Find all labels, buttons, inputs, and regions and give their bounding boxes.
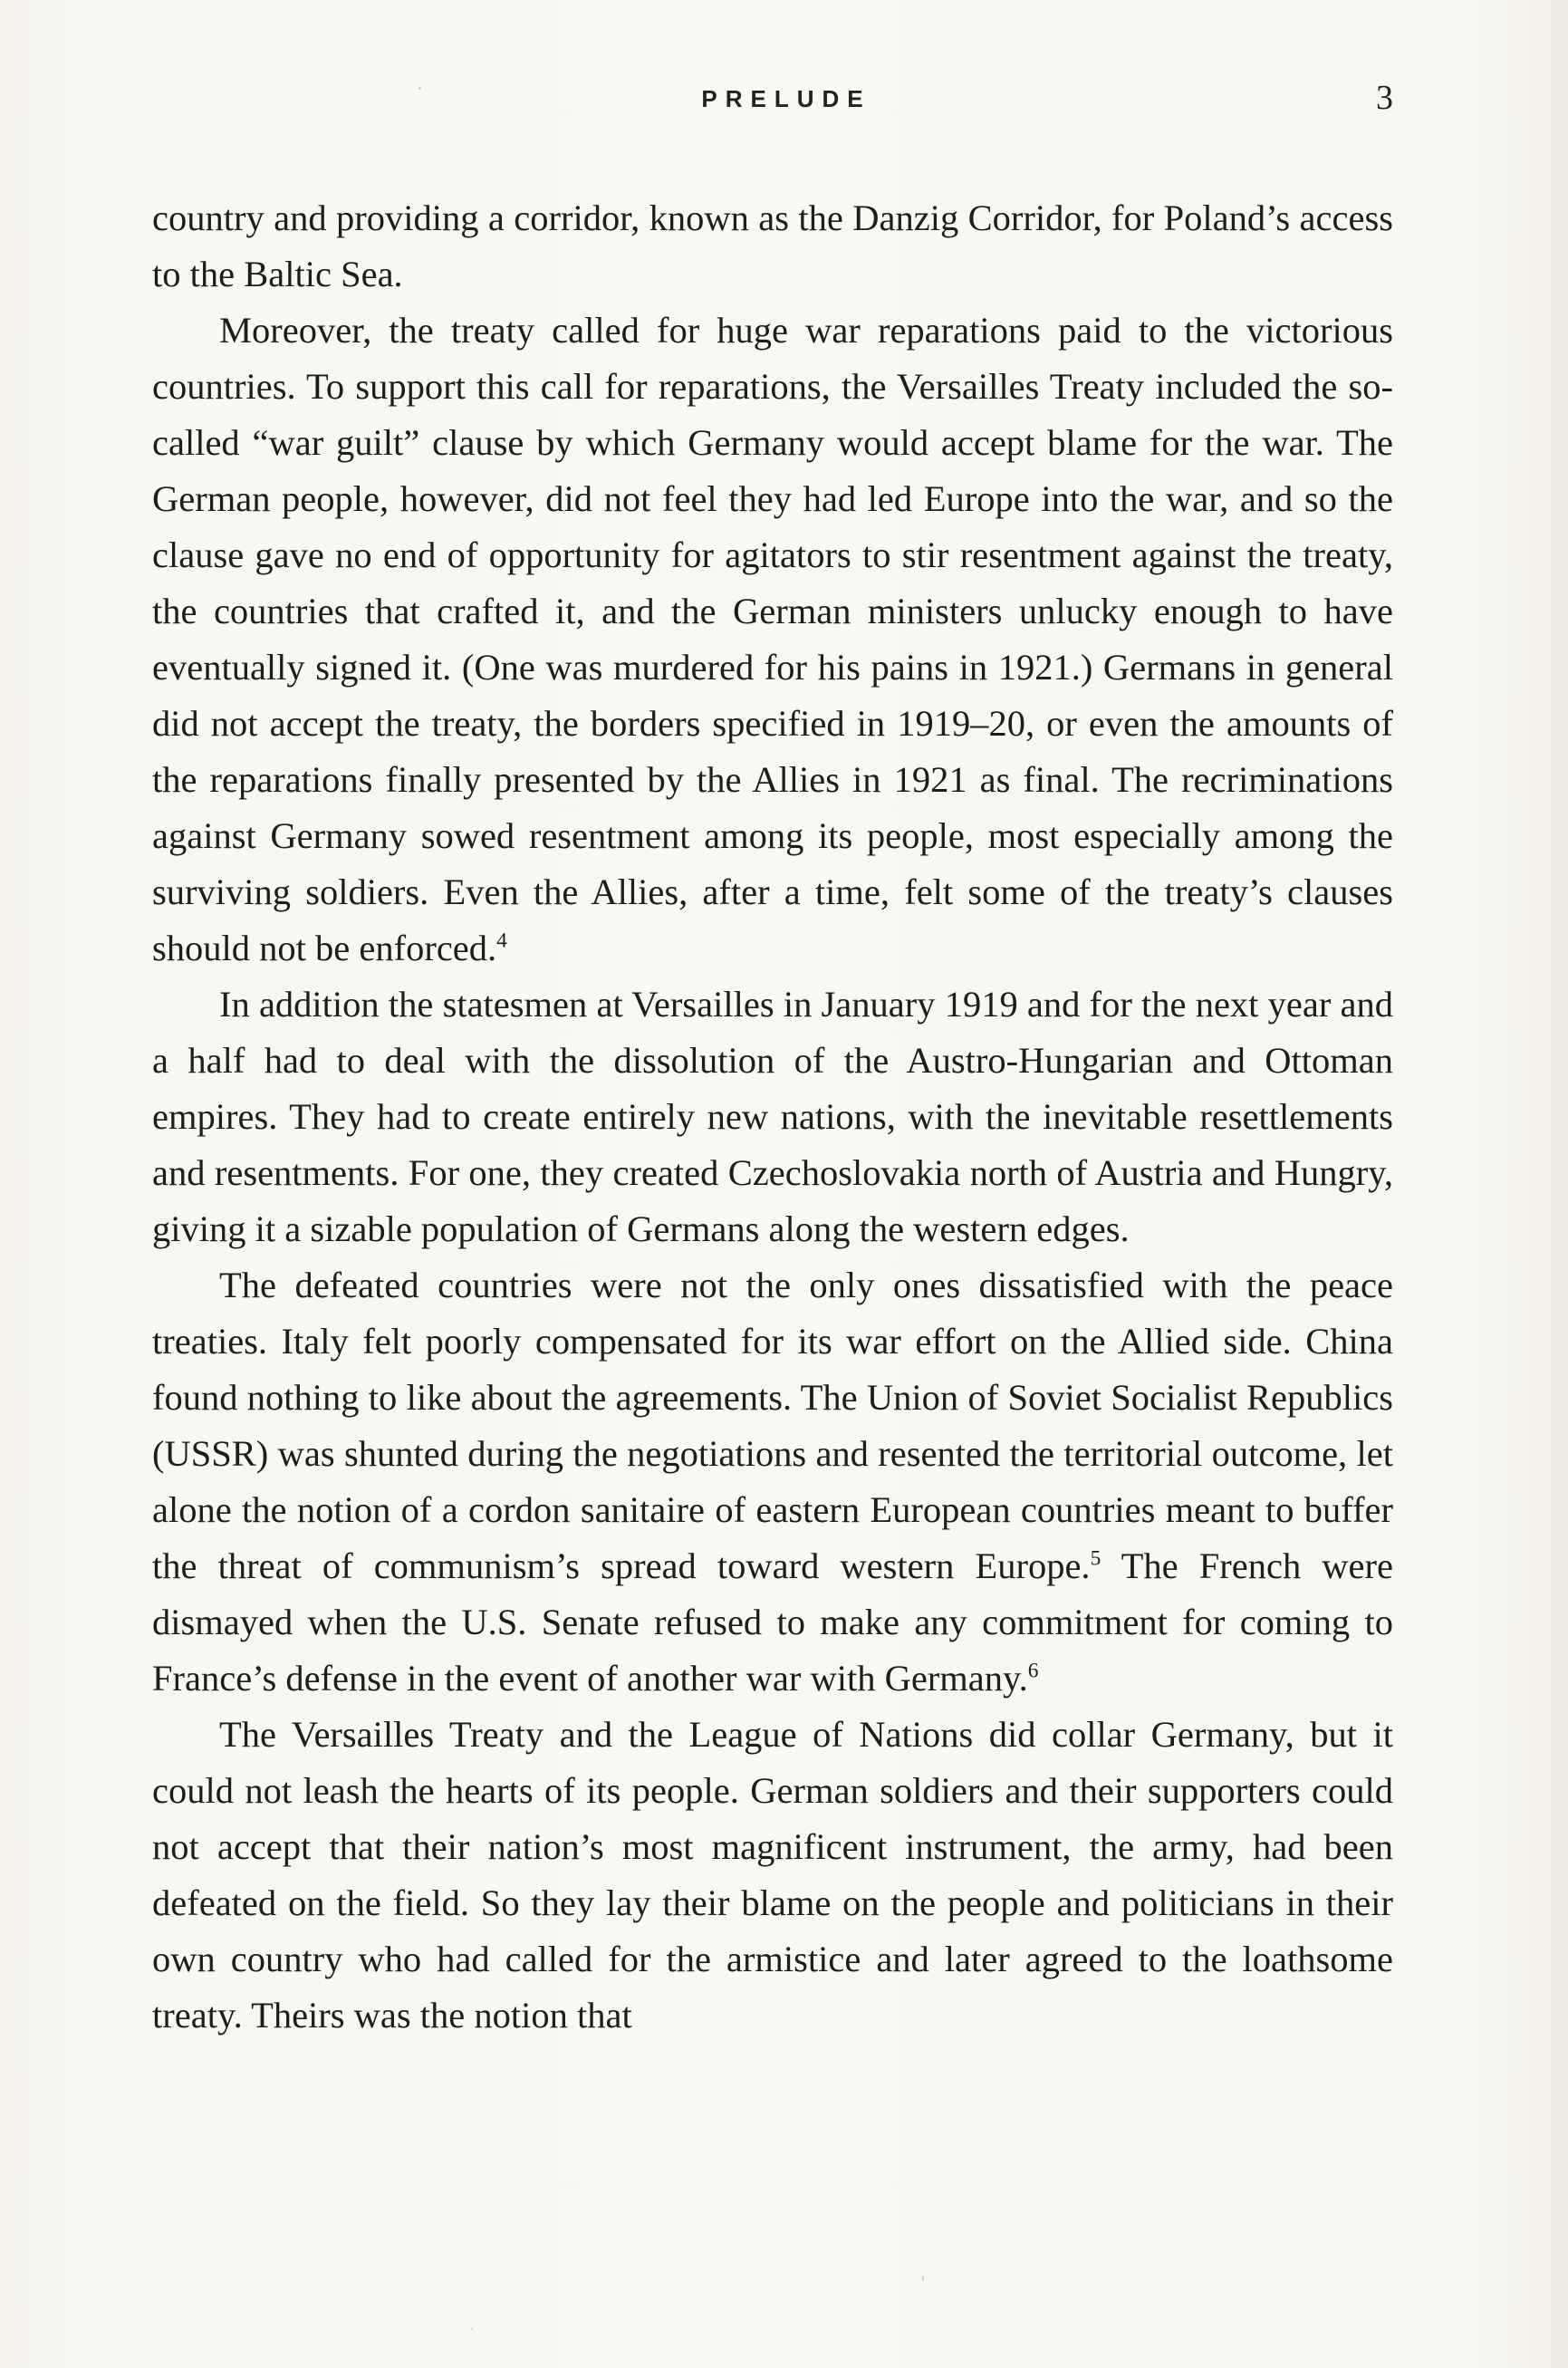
footnote-marker: 6 [1027, 1659, 1039, 1683]
paragraph-text: In addition the statesmen at Versailles in January 1919 and for the next year and a half had to deal with the dissolution of the Austro-Hungarian and Ottoman empires. They had to create entirely new nations, with the inevitable resettlements and resentments. For one, they created Czechoslovakia north of Austria and Hungry, giving it a sizable population of Germans along the western edges. [152, 984, 1393, 1249]
body-text [152, 190, 1393, 2044]
paragraph [152, 977, 1393, 1257]
paragraph-text: The French were dismayed when the U.S. Senate refused to make any commitment for coming to France’s defense in the event of another war with Germany. [152, 1545, 1393, 1699]
paragraph [152, 303, 1393, 977]
running-title: PRELUDE [701, 85, 871, 112]
paragraph [152, 190, 1393, 303]
paper-speck [471, 2328, 473, 2330]
paragraph-text: The Versailles Treaty and the League of Nations did collar Germany, but it could not leash the hearts of its people. German soldiers and their supporters could not accept that their nation’s most magnificent instrument, the army, had been defeated on the field. So they lay their blame on the people and politicians in their own country who had called for the armistice and later agreed to the loathsome treaty. Theirs was the notion that [152, 1714, 1393, 2036]
paper-speck [922, 2276, 924, 2281]
paragraph [152, 1707, 1393, 2044]
paragraph [152, 1257, 1393, 1707]
running-head [152, 80, 1393, 125]
page-number: 3 [1376, 79, 1393, 117]
paragraph-text: The defeated countries were not the only ones dissatisfied with the peace treaties. Italy felt poorly compensated for its war effort on the Allied side. China found nothing to like about the agreements. The Union of Soviet Socialist Republics (USSR) was shunted during the negotiations and resented the territorial outcome, let alone the notion of a cordon sanitaire of eastern European countries meant to buffer the threat of communism’s spread toward western Europe. [152, 1265, 1393, 1586]
paragraph-text: Moreover, the treaty called for huge war reparations paid to the victorious countries. To support this call for reparations, the Versailles Treaty included the so-called “war guilt” clause by which Germany would accept blame for the war. The German people, however, did not feel they had led Europe into the war, and so the clause gave no end of opportunity for agitators to stir resentment against the treaty, the countries that crafted it, and the German ministers unlucky enough to have eventually signed it. (One was murdered for his pains in 1921.) Germans in general did not accept the treaty, the borders specified in 1919–20, or even the amounts of the reparations finally presented by the Allies in 1921 as final. The recriminations against Germany sowed resentment among its people, most especially among the surviving soldiers. Even the Allies, after a time, felt some of the treaty’s clauses should not be enforced. [152, 310, 1393, 968]
paper-speck [418, 87, 421, 90]
footnote-marker: 5 [1090, 1546, 1101, 1571]
paragraph-text: country and providing a corridor, known as the Danzig Corridor, for Poland’s access to the Baltic Sea. [152, 197, 1393, 294]
footnote-marker: 4 [496, 929, 507, 953]
